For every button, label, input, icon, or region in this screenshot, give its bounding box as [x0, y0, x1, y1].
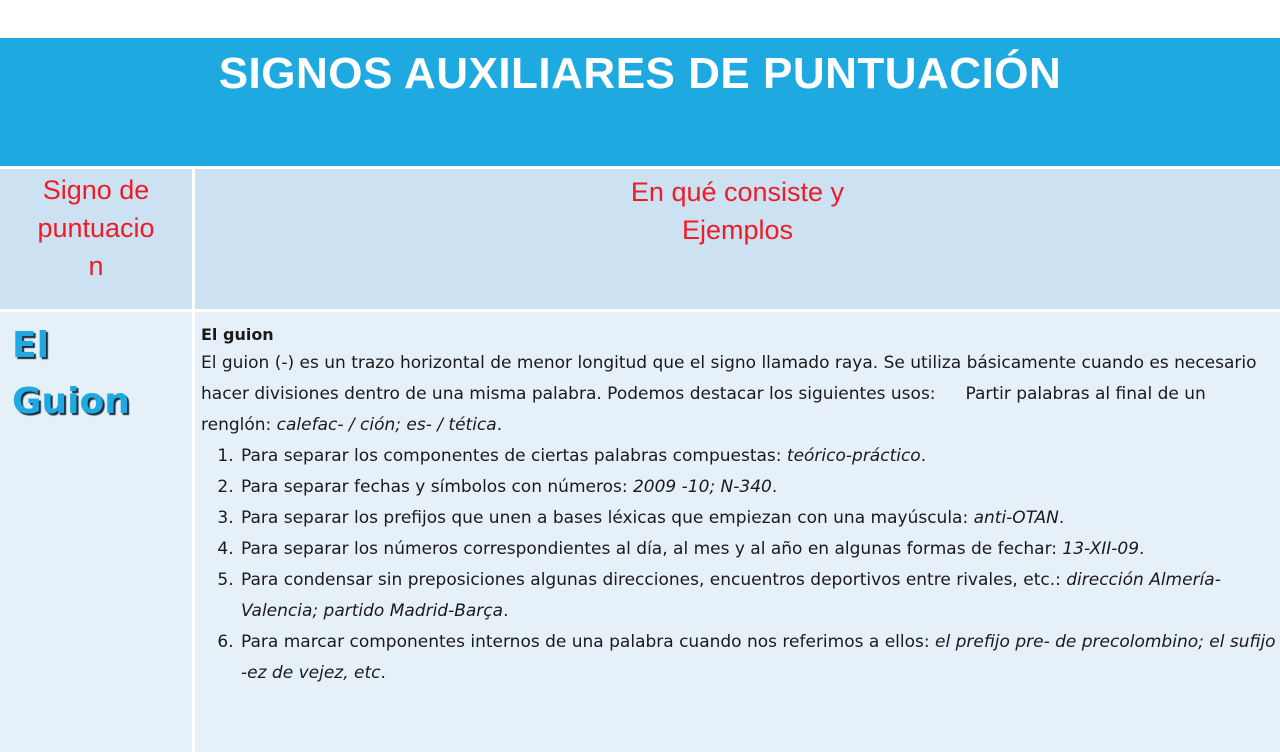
use-example: el prefijo pre- de precolombino; el sufijo -ez de vejez, etc	[241, 632, 1276, 683]
list-item	[239, 472, 1276, 503]
intro-text: El guion (-) es un trazo horizontal de menor longitud que el signo llamado raya. Se utiliza básicamente cuando es necesario hacer divisiones dentro de una misma palabra. Podemos destacar los siguientes usos:	[201, 353, 1257, 404]
use-text: Para separar los prefijos que unen a bases léxicas que empiezan con una mayúscula:	[241, 508, 974, 528]
list-item	[239, 534, 1276, 565]
header-sign-line: puntuacio	[37, 213, 155, 243]
uses-list	[201, 441, 1276, 689]
use-end: .	[1058, 508, 1065, 528]
use-example: 2009 -10; N-340	[632, 477, 772, 497]
list-item	[239, 627, 1276, 689]
intro-end: .	[496, 415, 503, 435]
intro-example: calefac- / ción; es- / tética	[276, 415, 497, 435]
use-end: .	[771, 477, 778, 497]
list-item	[239, 565, 1276, 627]
header-description	[195, 169, 1280, 309]
use-example: anti-OTAN	[973, 508, 1059, 528]
description-cell	[195, 312, 1280, 752]
header-sign-line: Signo de	[42, 175, 150, 205]
use-end: .	[503, 601, 509, 621]
sign-name-line: El	[12, 325, 49, 366]
intro-example-text: Partir palabras al final de un renglón:	[201, 384, 1206, 435]
slide-title: SIGNOS AUXILIARES DE PUNTUACIÓN	[218, 49, 1062, 98]
use-text: Para separar fechas y símbolos con números:	[241, 477, 633, 497]
list-item	[239, 441, 1276, 472]
description-content	[201, 322, 1276, 689]
title-bar	[0, 38, 1280, 166]
use-text: Para marcar componentes internos de una palabra cuando nos referimos a ellos:	[241, 632, 935, 652]
use-end: .	[380, 663, 386, 683]
header-sign	[0, 169, 192, 309]
use-example: teórico-práctico	[786, 446, 921, 466]
use-end: .	[920, 446, 927, 466]
header-sign-line: n	[88, 251, 104, 281]
slide-table	[0, 38, 1280, 738]
use-example: dirección Almería-Valencia; partido Madrid-Barça	[241, 570, 1221, 621]
use-text: Para separar los componentes de ciertas palabras compuestas:	[241, 446, 787, 466]
use-text: Para separar los números correspondientes al día, al mes y al año en algunas formas de fechar:	[241, 539, 1063, 559]
use-example: 13-XII-09	[1062, 539, 1140, 559]
description-heading: El guion	[201, 325, 274, 344]
sign-cell	[0, 312, 192, 752]
use-end: .	[1139, 539, 1145, 559]
description-intro	[201, 348, 1276, 441]
header-description-line: En qué consiste y	[630, 177, 845, 207]
list-item	[239, 503, 1276, 534]
sign-name-line: Guion	[12, 381, 130, 422]
header-description-line: Ejemplos	[681, 215, 794, 245]
use-text: Para condensar sin preposiciones algunas direcciones, encuentros deportivos entre rivales, etc.:	[241, 570, 1067, 590]
